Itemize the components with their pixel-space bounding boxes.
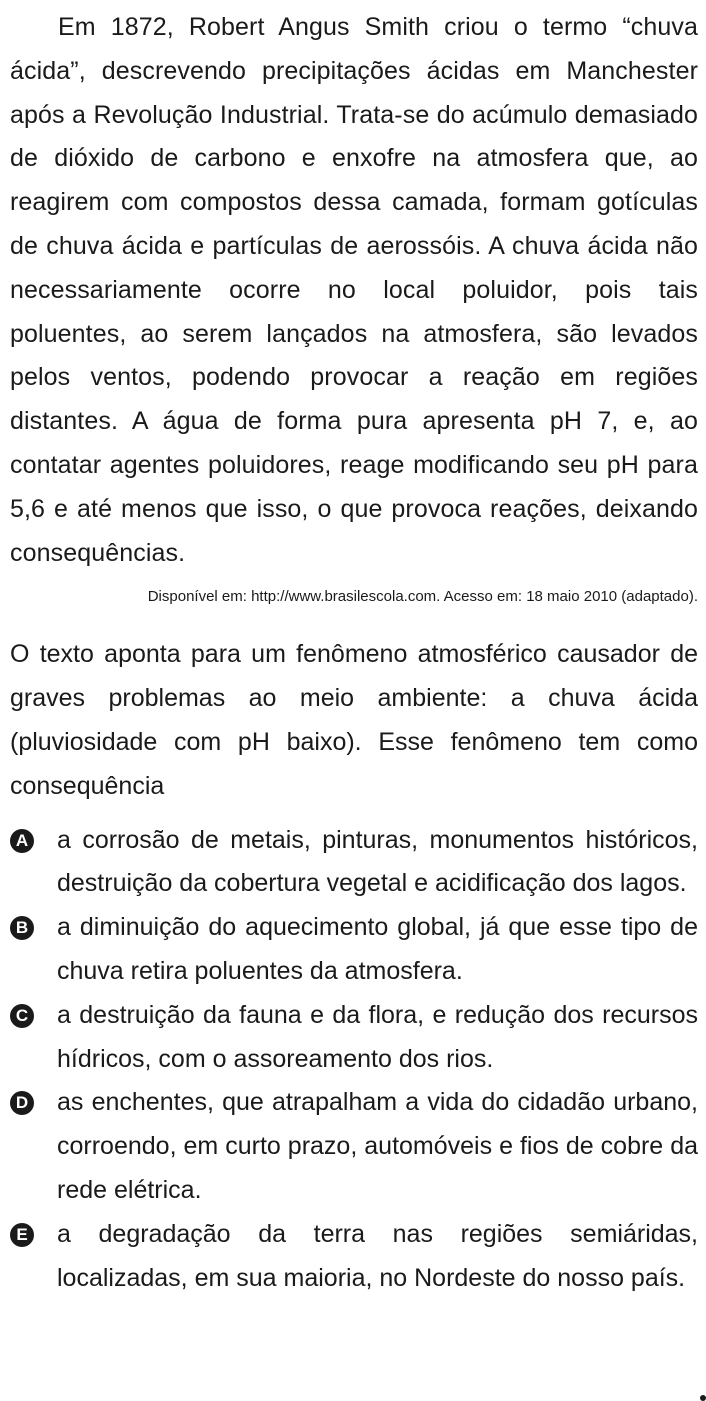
option-c[interactable] [10,994,698,1082]
option-d-letter-badge: D [10,1091,34,1115]
option-a-letter-badge: A [10,829,34,853]
source-citation: Disponível em: http://www.brasilescola.com. Acesso em: 18 maio 2010 (adaptado). [147,588,698,606]
option-e-text: a degradação da terra nas regiões semiáridas, localizadas, em sua maioria, no Nordeste do nosso país. [57,1219,698,1292]
question-page [10,6,698,1300]
option-c-text: a destruição da fauna e da flora, e redução dos recursos hídricos, com o assoreamento dos rios. [57,1000,698,1073]
option-d-text: as enchentes, que atrapalham a vida do cidadão urbano, corroendo, em curto prazo, automóveis e fios de cobre da rede elétrica. [57,1088,698,1204]
option-a-text: a corrosão de metais, pinturas, monumentos históricos, destruição da cobertura vegetal e acidificação dos lagos. [57,825,698,898]
option-e-letter-badge: E [10,1223,34,1247]
reading-passage: Em 1872, Robert Angus Smith criou o termo “chuva ácida”, descrevendo precipitações ácidas em Manchester após a Revolução Industrial. Trata-se do acúmulo demasiado de dióxido de carbono e enxofre na atmosfera que, ao reagirem com compostos dessa camada, formam gotículas de chuva ácida e partículas de aerossóis. A chuva ácida não necessariamente ocorre no local poluidor, pois tais poluentes, ao serem lançados na atmosfera, são levados pelos ventos, podendo provocar a reação em regiões distantes. A água de forma pura apresenta pH 7, e, ao contatar agentes poluidores, reage modificando seu pH para 5,6 e até menos que isso, o que provoca reações, deixando consequências. [10,13,698,567]
option-b[interactable] [10,906,698,994]
option-a[interactable] [10,819,698,907]
option-b-letter-badge: B [10,916,34,940]
option-d[interactable] [10,1081,698,1212]
corner-dot-mark [700,1395,706,1401]
option-e[interactable] [10,1213,698,1301]
option-c-letter-badge: C [10,1004,34,1028]
option-b-text: a diminuição do aquecimento global, já que esse tipo de chuva retira poluentes da atmosfera. [57,913,698,985]
answer-options [10,819,698,1301]
question-stem: O texto aponta para um fenômeno atmosférico causador de graves problemas ao meio ambiente: a chuva ácida (pluviosidade com pH baixo). Esse fenômeno tem como consequência [10,640,698,800]
